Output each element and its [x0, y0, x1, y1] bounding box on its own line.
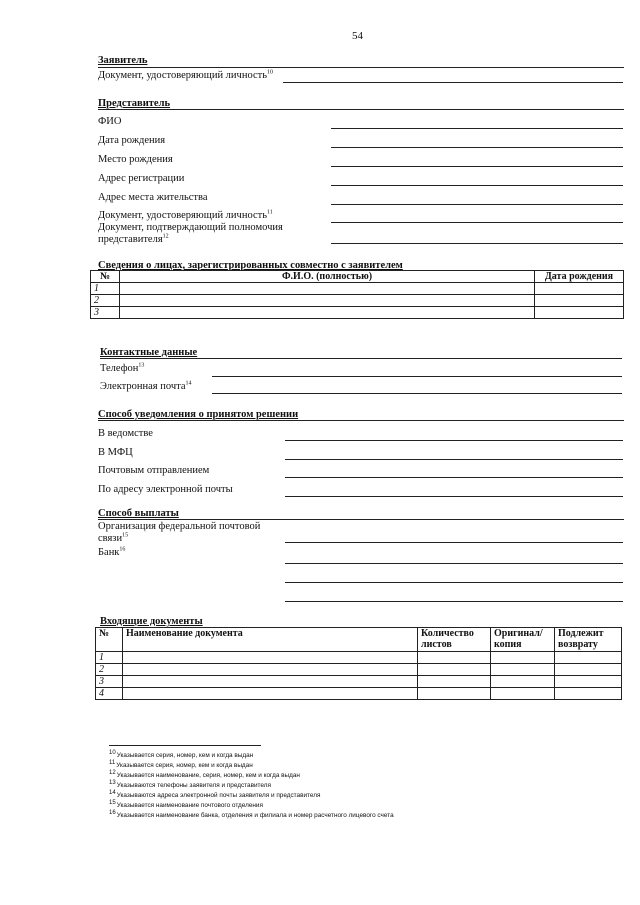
- phone-field[interactable]: [212, 376, 622, 377]
- authority-doc-field[interactable]: [331, 243, 623, 244]
- incoming-heading: Входящие документы: [100, 616, 203, 627]
- col-fullname: Ф.И.О. (полностью): [120, 271, 535, 283]
- table-row[interactable]: 4: [96, 688, 622, 700]
- table-row[interactable]: 1: [91, 283, 624, 295]
- applicant-id-doc-label: Документ, удостоверяющий личность$^{10}$: [98, 69, 273, 81]
- notification-option-field[interactable]: [285, 440, 623, 441]
- footnote-separator: [109, 745, 261, 746]
- representative-heading: Представитель: [98, 98, 171, 109]
- notification-option-label: В МФЦ: [98, 447, 133, 458]
- bank-label: Банк$^{16}$: [98, 546, 126, 558]
- payment-heading: Способ выплаты: [98, 508, 179, 519]
- table-row[interactable]: 3: [91, 307, 624, 319]
- representative-field-input[interactable]: [331, 128, 623, 129]
- phone-label: Телефон$^{13}$: [100, 362, 145, 374]
- footnote: $^{12}$Указывается наименование, серия, номер, кем и когда выдан: [109, 769, 300, 779]
- representative-field-input[interactable]: [331, 147, 623, 148]
- footnote: $^{10}$Указывается серия, номер, кем и когда выдан: [109, 749, 254, 759]
- cohabitants-heading: Сведения о лицах, зарегистрированных совместно с заявителем: [98, 260, 403, 271]
- applicant-id-doc-field[interactable]: [283, 82, 623, 83]
- representative-field-input[interactable]: [331, 204, 623, 205]
- table-row[interactable]: 2: [96, 664, 622, 676]
- email-field[interactable]: [212, 393, 622, 394]
- payment-bank-field[interactable]: [285, 563, 623, 564]
- representative-field-input[interactable]: [331, 222, 623, 223]
- col-return: Подлежит возврату: [555, 628, 622, 652]
- col-doc-name: Наименование документа: [123, 628, 418, 652]
- notification-option-label: Почтовым отправлением: [98, 465, 210, 476]
- post-label: Организация федеральной почтовой связи$^{15}$: [98, 521, 261, 544]
- col-number: №: [91, 271, 120, 283]
- footnote: $^{13}$Указываются телефоны заявителя и представителя: [109, 779, 271, 789]
- representative-field-label: Адрес регистрации: [98, 173, 185, 184]
- representative-field-input[interactable]: [331, 185, 623, 186]
- contacts-heading: Контактные данные: [100, 347, 198, 358]
- applicant-heading: Заявитель: [98, 55, 148, 66]
- authority-doc-label: Документ, подтверждающий полномочия представителя$^{12}$: [98, 222, 283, 245]
- notification-option-field[interactable]: [285, 496, 623, 497]
- footnote: $^{11}$Указывается серия, номер, кем и когда выдан: [109, 759, 253, 769]
- incoming-table: [95, 627, 622, 700]
- table-row[interactable]: 2: [91, 295, 624, 307]
- payment-heading-rule: [98, 519, 624, 520]
- representative-field-label: Дата рождения: [98, 135, 166, 146]
- notification-option-field[interactable]: [285, 459, 623, 460]
- footnote: $^{14}$Указываются адреса электронной почты заявителя и представителя: [109, 789, 321, 799]
- cohabitants-table: [90, 270, 624, 319]
- notification-option-field[interactable]: [285, 477, 623, 478]
- col-number: №: [96, 628, 123, 652]
- footnote: $^{16}$Указывается наименование банка, отделения и филиала и номер расчетного лицевого счета: [109, 809, 394, 819]
- contacts-heading-rule: [100, 358, 622, 359]
- col-original-copy: Оригинал/ копия: [491, 628, 555, 652]
- representative-field-label: Место рождения: [98, 154, 173, 165]
- col-birthdate: Дата рождения: [535, 271, 624, 283]
- notification-heading-rule: [98, 420, 624, 421]
- payment-bank-field-3[interactable]: [285, 601, 623, 602]
- representative-heading-rule: [98, 109, 624, 110]
- footnote: $^{15}$Указывается наименование почтового отделения: [109, 799, 263, 809]
- page-number: 54: [352, 30, 363, 42]
- email-label: Электронная почта$^{14}$: [100, 380, 192, 392]
- table-row[interactable]: 3: [96, 676, 622, 688]
- representative-field-label: Документ, удостоверяющий личность$^{11}$: [98, 209, 273, 221]
- payment-bank-field-2[interactable]: [285, 582, 623, 583]
- col-sheets: Количество листов: [418, 628, 491, 652]
- notification-heading: Способ уведомления о принятом решении: [98, 409, 299, 420]
- notification-option-label: По адресу электронной почты: [98, 484, 233, 495]
- table-row[interactable]: 1: [96, 652, 622, 664]
- representative-field-label: ФИО: [98, 116, 122, 127]
- representative-field-input[interactable]: [331, 166, 623, 167]
- payment-post-field[interactable]: [285, 542, 623, 543]
- applicant-heading-rule: [98, 67, 624, 68]
- notification-option-label: В ведомстве: [98, 428, 153, 439]
- representative-field-label: Адрес места жительства: [98, 192, 208, 203]
